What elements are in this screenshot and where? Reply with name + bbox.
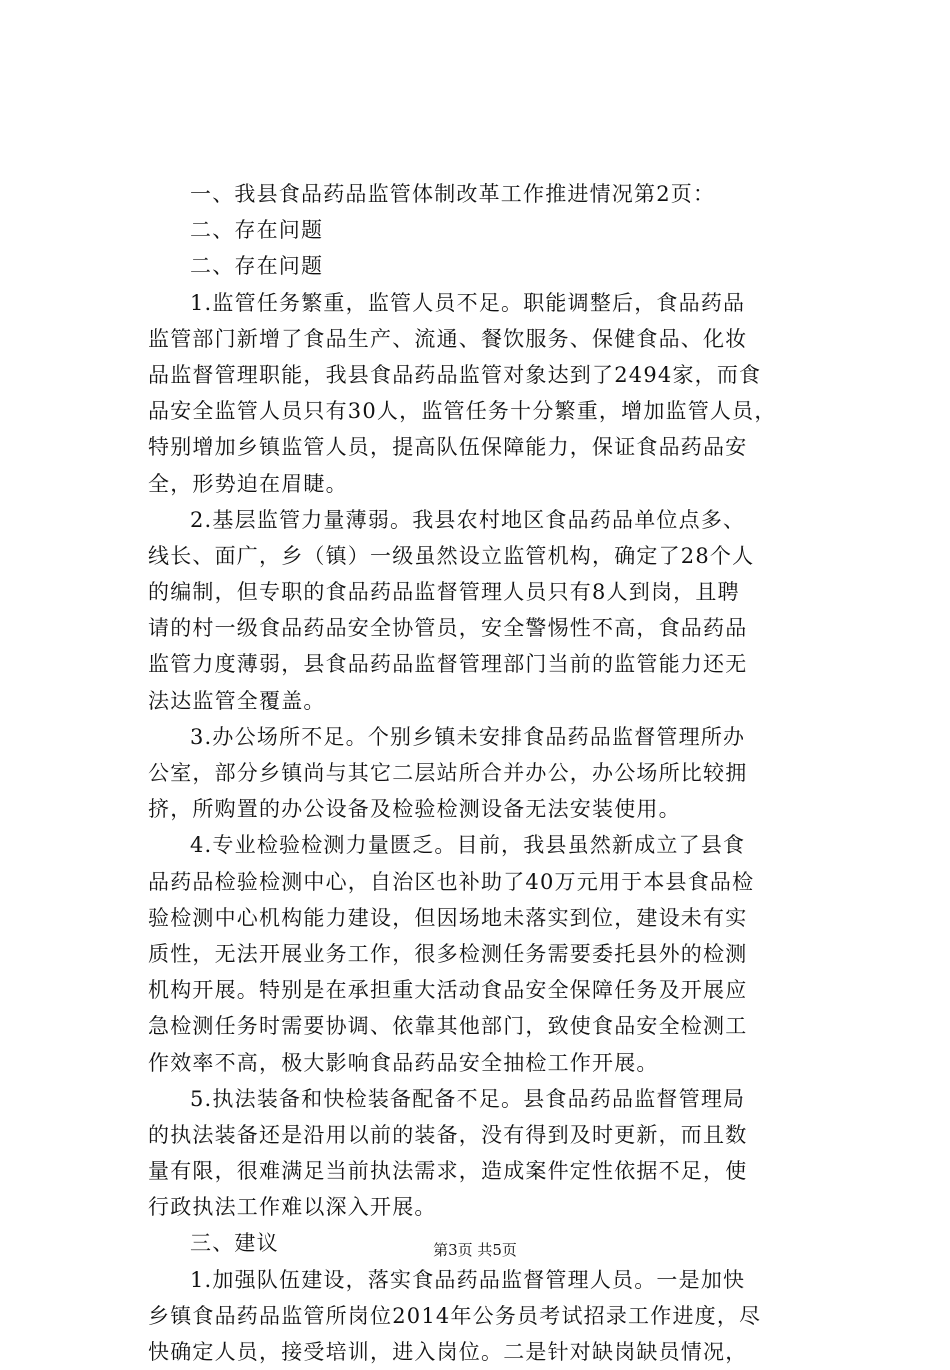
- text-line: 量有限，很难满足当前执法需求，造成案件定性依据不足，使: [148, 1159, 748, 1184]
- text-line: 请的村一级食品药品安全协管员，安全警惕性不高，食品药品: [148, 616, 748, 641]
- text-line: 三、建议: [190, 1231, 279, 1256]
- text-line: 线长、面广，乡（镇）一级虽然设立监管机构，确定了28个人: [148, 543, 755, 568]
- text-line: 1.监管任务繁重，监管人员不足。职能调整后，食品药品: [190, 290, 746, 315]
- text-line: 5.执法装备和快检装备配备不足。县食品药品监督管理局: [190, 1086, 746, 1111]
- text-line: 监管部门新增了食品生产、流通、餐饮服务、保健食品、化妆: [148, 326, 748, 351]
- text-line: 品监督管理职能，我县食品药品监管对象达到了2494家，而食: [148, 362, 762, 387]
- text-line: 二、存在问题: [190, 218, 324, 243]
- text-line: 2.基层监管力量薄弱。我县农村地区食品药品单位点多、: [190, 507, 746, 532]
- text-line: 机构开展。特别是在承担重大活动食品安全保障任务及开展应: [148, 978, 748, 1003]
- text-line: 的执法装备还是沿用以前的装备，没有得到及时更新，而且数: [148, 1122, 748, 1147]
- text-line: 验检测中心机构能力建设，但因场地未落实到位，建设未有实: [148, 905, 748, 930]
- page-footer: 第3页 共5页: [433, 1241, 517, 1259]
- text-line: 二、存在问题: [190, 254, 324, 279]
- text-line: 监管力度薄弱，县食品药品监督管理部门当前的监管能力还无: [148, 652, 748, 677]
- text-line: 公室，部分乡镇尚与其它二层站所合并办公，办公场所比较拥: [148, 761, 748, 785]
- text-line: 3.办公场所不足。个别乡镇未安排食品药品监督管理所办: [190, 724, 746, 749]
- text-line: 质性，无法开展业务工作，很多检测任务需要委托县外的检测: [148, 941, 748, 966]
- text-line: 的编制，但专职的食品药品监督管理人员只有8人到岗，且聘: [148, 580, 740, 605]
- text-line: 行政执法工作难以深入开展。: [148, 1195, 437, 1220]
- text-line: 1.加强队伍建设，落实食品药品监督管理人员。一是加快: [190, 1267, 746, 1292]
- text-line: 挤，所购置的办公设备及检验检测设备无法安装使用。: [148, 797, 681, 822]
- text-line: 全，形势迫在眉睫。: [148, 471, 348, 496]
- text-line: 法达监管全覆盖。: [148, 688, 326, 713]
- text-line: 急检测任务时需要协调、依靠其他部门，致使食品安全检测工: [148, 1014, 748, 1039]
- text-line: 作效率不高，极大影响食品药品安全抽检工作开展。: [148, 1050, 659, 1075]
- text-line: 4.专业检验检测力量匮乏。目前，我县虽然新成立了县食: [190, 833, 746, 858]
- text-line: 乡镇食品药品监管所岗位2014年公务员考试招录工作进度，尽: [148, 1303, 762, 1328]
- document-body: [148, 176, 832, 1370]
- text-line: 快确定人员，接受培训，进入岗位。二是针对缺岗缺员情况，: [148, 1340, 748, 1364]
- text-line: 品安全监管人员只有30人，监管任务十分繁重，增加监管人员，: [148, 399, 777, 424]
- text-line: 特别增加乡镇监管人员，提高队伍保障能力，保证食品药品安: [148, 435, 748, 460]
- text-line: 一、我县食品药品监管体制改革工作推进情况第2页：: [190, 182, 716, 206]
- text-line: 品药品检验检测中心，自治区也补助了40万元用于本县食品检: [148, 869, 755, 894]
